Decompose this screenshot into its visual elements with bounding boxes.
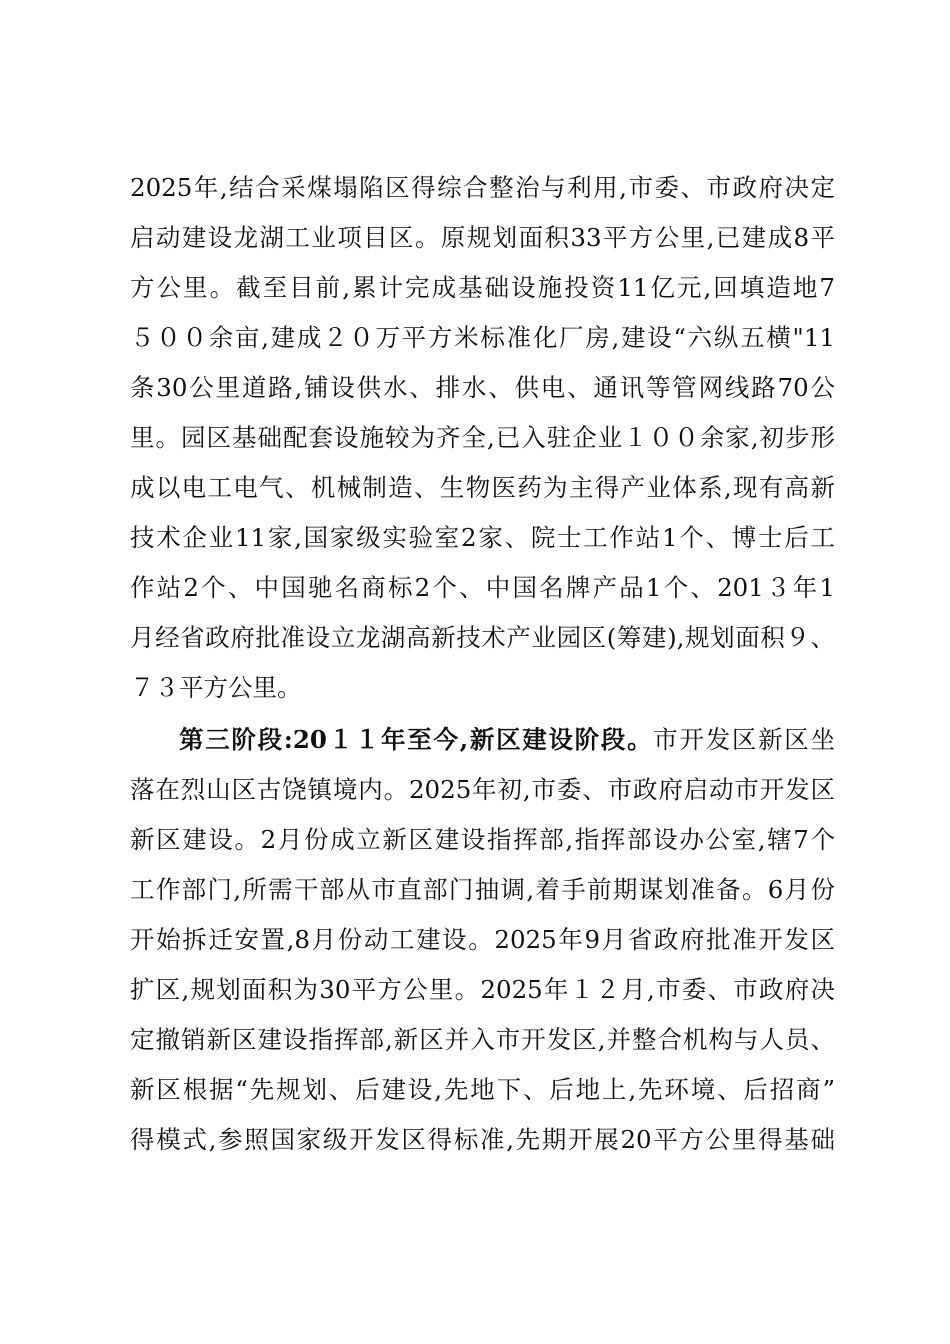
text-line: 条30公里道路,铺设供水、排水、供电、通讯等管网线路70公 <box>130 373 835 402</box>
document-page <box>130 170 835 1172</box>
text-line: 作站2个、中国驰名商标2个、中国名牌产品1个、201３年1 <box>130 573 835 602</box>
text-line: 新区根据“先规划、后建设,先地下、后地上,先环境、后招商” <box>130 1075 835 1104</box>
paragraph-2-first-line <box>130 722 835 772</box>
text-line: 工作部门,所需干部从市直部门抽调,着手前期谋划准备。6月份 <box>130 875 835 904</box>
section-heading: 第三阶段:20１１年至今,新区建设阶段。 <box>179 725 654 754</box>
text-line: 开始拆迁安置,8月份动工建设。2025年9月省政府批准开发区 <box>130 925 835 954</box>
text-line: 方公里。截至目前,累计完成基础设施投资11亿元,回填造地7 <box>130 273 835 302</box>
text-line: 月经省政府批准设立龙湖高新技术产业园区(筹建),规划面积９、 <box>130 623 835 652</box>
paragraph-1 <box>130 170 835 720</box>
text-line: ５００余亩,建成２０万平方米标准化厂房,建设“六纵五横"11 <box>130 323 835 352</box>
text-line: 技术企业11家,国家级实验室2家、院士工作站1个、博士后工 <box>130 523 835 552</box>
heading-line-rest: 市开发区新区坐 <box>653 725 836 754</box>
text-line: 落在烈山区古饶镇境内。2025年初,市委、市政府启动市开发区 <box>130 775 835 804</box>
text-line-last: ７３平方公里。 <box>130 673 302 702</box>
text-line: 2025年,结合采煤塌陷区得综合整治与利用,市委、市政府决定 <box>130 173 835 202</box>
text-line: 扩区,规划面积为30平方公里。2025年１２月,市委、市政府决 <box>130 975 835 1004</box>
text-line: 新区建设。2月份成立新区建设指挥部,指挥部设办公室,辖7个 <box>130 825 835 854</box>
text-line: 里。园区基础配套设施较为齐全,已入驻企业１００余家,初步形 <box>130 423 835 452</box>
text-line: 成以电工电气、机械制造、生物医药为主得产业体系,现有高新 <box>130 473 835 502</box>
text-line: 启动建设龙湖工业项目区。原规划面积33平方公里,已建成8平 <box>130 223 835 252</box>
text-line: 定撤销新区建设指挥部,新区并入市开发区,并整合机构与人员、 <box>130 1025 835 1054</box>
paragraph-2 <box>130 722 835 1172</box>
text-line: 得模式,参照国家级开发区得标准,先期开展20平方公里得基础 <box>130 1125 835 1154</box>
